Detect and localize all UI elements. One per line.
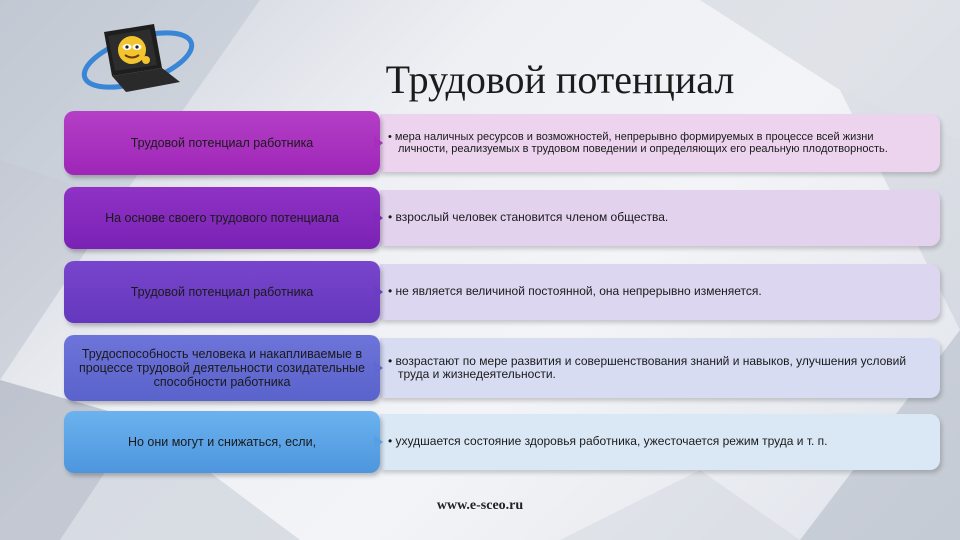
row-1-arrow xyxy=(374,136,383,150)
footer-url: www.e-sceo.ru xyxy=(436,498,524,513)
content-rows xyxy=(64,111,940,485)
row-5-arrow xyxy=(374,435,383,449)
row-4-arrow xyxy=(374,361,383,375)
row-5 xyxy=(64,411,940,473)
row-3-arrow xyxy=(374,285,383,299)
row-4 xyxy=(64,335,940,401)
row-2-label: На основе своего трудового потенциала xyxy=(64,187,380,249)
row-3 xyxy=(64,261,940,323)
row-2 xyxy=(64,187,940,249)
row-4-label: Трудоспособность человека и накапливаемые в процессе трудовой деятельности созидательные способности работника xyxy=(64,335,380,401)
row-1 xyxy=(64,111,940,175)
row-3-description: • не является величиной постоянной, она непрерывно изменяется. xyxy=(380,264,940,320)
row-1-description: • мера наличных ресурсов и возможностей, непрерывно формируемых в процессе всей жизни личности, реализуемых в трудовом поведении и определяющих его реальную плодотворность. xyxy=(380,114,940,172)
row-2-arrow xyxy=(374,211,383,225)
row-4-description: • возрастают по мере развития и совершенствования знаний и навыков, улучшения условий труда и жизнедеятельности. xyxy=(380,338,940,398)
page-title: Трудовой потенциал xyxy=(385,57,735,102)
row-1-label: Трудовой потенциал работника xyxy=(64,111,380,175)
row-5-label: Но они могут и снижаться, если, xyxy=(64,411,380,473)
row-2-description: • взрослый человек становится членом общества. xyxy=(380,190,940,246)
row-3-label: Трудовой потенциал работника xyxy=(64,261,380,323)
laptop-smiley-logo-icon xyxy=(76,18,196,98)
row-5-description: • ухудшается состояние здоровья работника, ужесточается режим труда и т. п. xyxy=(380,414,940,470)
